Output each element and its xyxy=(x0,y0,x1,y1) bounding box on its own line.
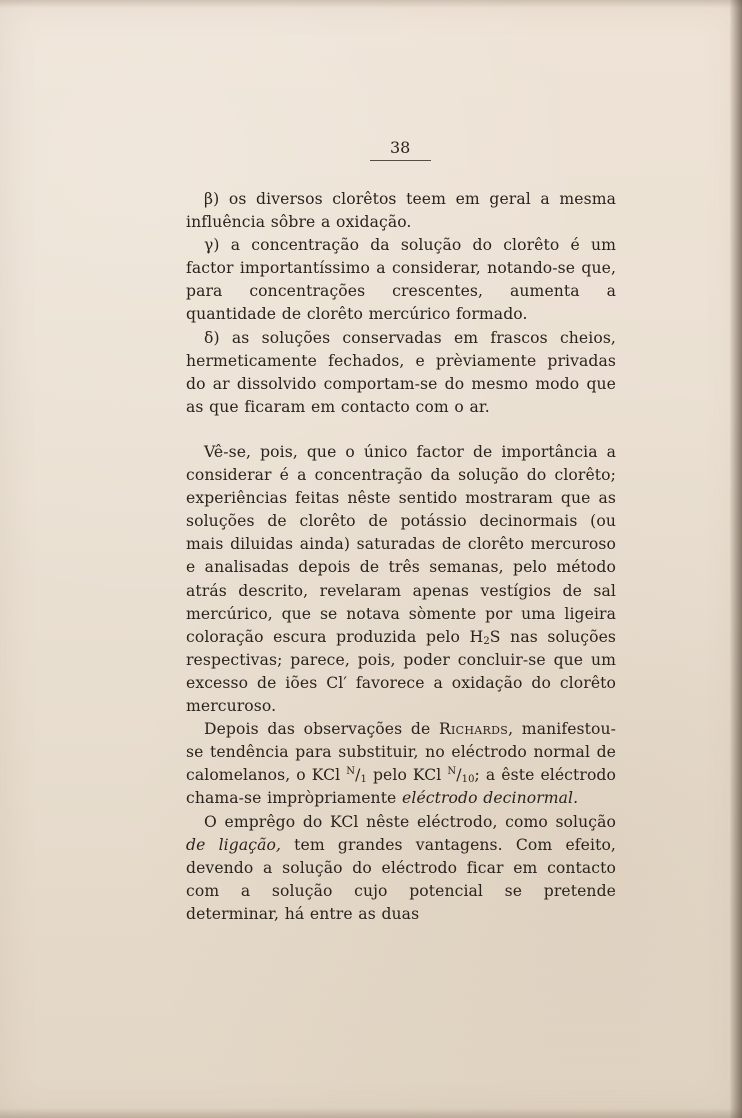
observation-delta: δ) as soluções conservadas em frascos cheios, hermeticamente fechados, e prèviamente privadas do ar dissolvido comportam-se do mesmo modo que as que ficaram em contacto com o ar. xyxy=(186,328,616,416)
h2s-subscript: 2 xyxy=(483,635,490,647)
discussion-block xyxy=(186,441,616,926)
paragraph-1-part-1: Vê-se, pois, que o único factor de importância a considerar é a concentração da solução do clorêto; experiências feitas nêste sentido mostraram que as soluções de clorêto de potássio decinormais (ou mais diluidas ainda) saturadas de clorêto mercuroso e analisadas depois de três semanas, pelo método atrás descrito, revelaram apenas vestígios de sal mercúrico, que se notava sòmente por uma ligeira coloração escura produzida pelo H xyxy=(186,443,616,646)
observation-beta: β) os diversos clorêtos teem em geral a mesma influência sôbre a oxidação. xyxy=(186,190,616,232)
paragraph-2-part-4: ; a êste eléctrodo chama-se impròpriamente xyxy=(186,766,616,808)
paragraph-1-part-2: S nas soluções respectivas; parece, pois, poder concluir-se que um excesso de iões Cl′ favorece a oxidação do clorêto mercuroso. xyxy=(186,627,617,716)
paragraph-2-part-2: , manifestou-se tendência para substituir, no eléctrodo normal de calomelanos, o KCl xyxy=(186,720,616,785)
fraction-2-denominator: 10 xyxy=(461,774,475,786)
electrode-term: eléctrodo decinormal. xyxy=(402,789,579,808)
author-name: Richards xyxy=(439,720,509,739)
binding-solution-term: de ligação, xyxy=(186,835,282,854)
fraction-n-over-1: $^N/_1$ xyxy=(346,766,367,786)
page-number-rule xyxy=(370,160,431,161)
discussion-paragraph-1 xyxy=(186,441,616,718)
paragraph-2-part-1: Depois das observações de xyxy=(204,720,439,739)
fraction-2-numerator: N xyxy=(447,766,457,778)
bottom-edge-shadow xyxy=(0,1108,742,1118)
top-edge-shadow xyxy=(0,0,742,8)
observation-gamma: γ) a concentração da solução do clorêto é um factor importantíssimo a considerar, notando-se que, para concentrações crescentes, aumenta a quantidade de clorêto mercúrico formado. xyxy=(186,236,616,324)
discussion-paragraph-2 xyxy=(186,718,616,810)
right-edge-shadow xyxy=(730,0,742,1118)
fraction-1-numerator: N xyxy=(346,766,356,778)
discussion-paragraph-3 xyxy=(186,811,616,926)
page-number: 38 xyxy=(390,138,411,157)
paragraph-3-part-1: O emprêgo do KCl nêste eléctrodo, como solução xyxy=(204,812,616,831)
observations-list xyxy=(186,188,616,419)
fraction-n-over-10: $^N/_{10}$ xyxy=(447,766,475,786)
paragraph-2-part-3: pelo KCl xyxy=(366,766,448,785)
paragraph-3-part-2: tem grandes vantagens. Com efeito, devendo a solução do eléctrodo ficar em contacto com a solução cujo potencial se pretende determinar, há entre as duas xyxy=(186,835,616,923)
fraction-1-denominator: 1 xyxy=(360,774,367,786)
